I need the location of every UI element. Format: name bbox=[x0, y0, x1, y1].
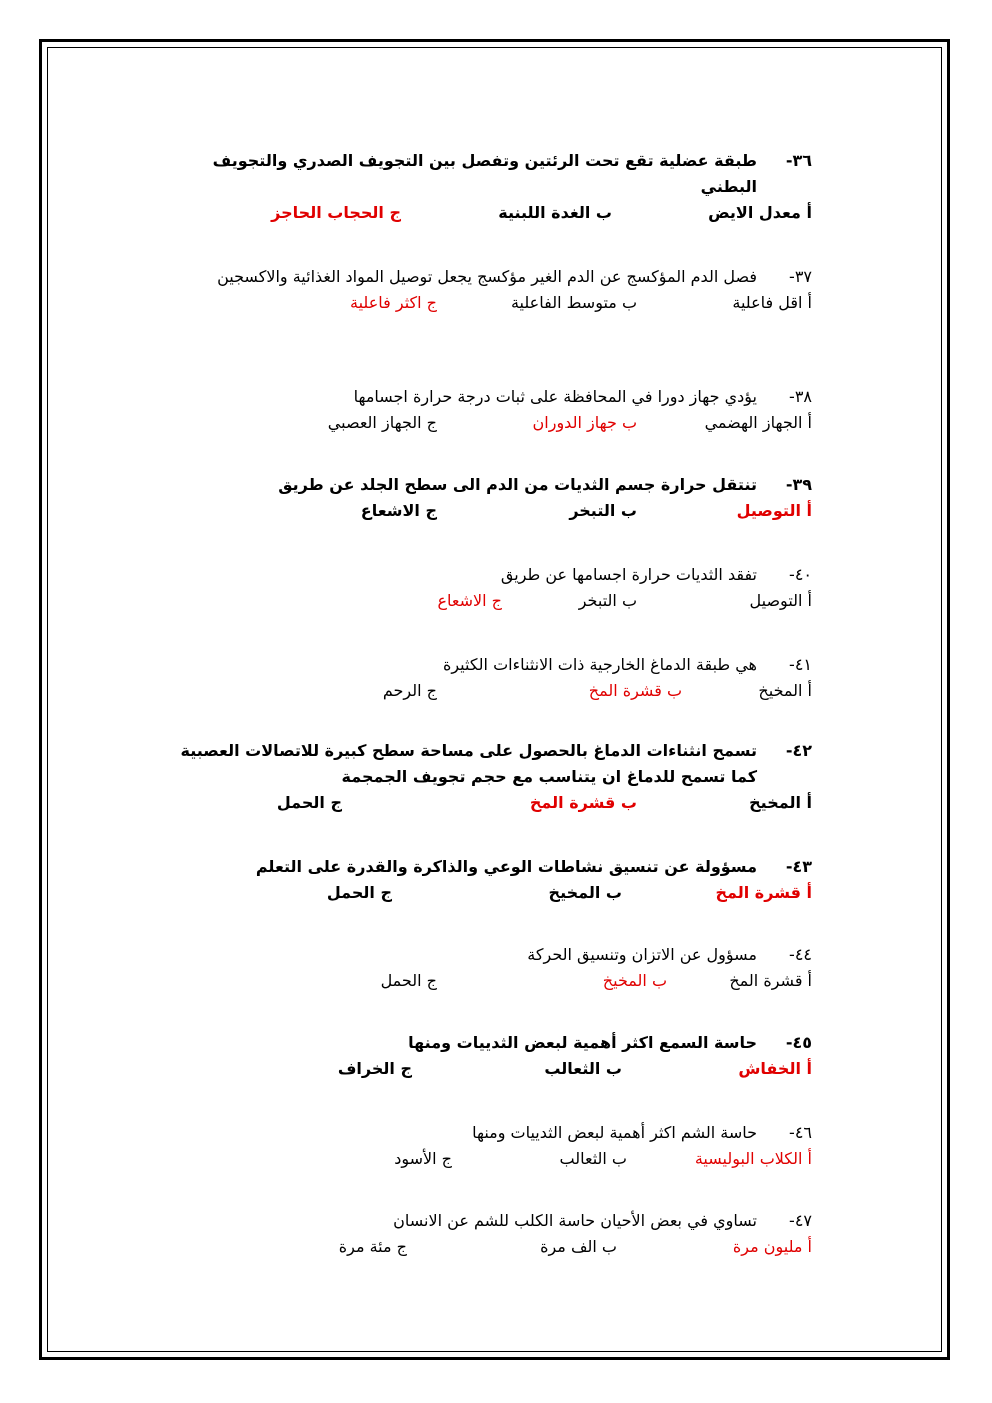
question-stem: تنتقل حرارة جسم الثديات من الدم الى سطح الجلد عن طريق bbox=[278, 475, 757, 494]
question-44 bbox=[172, 942, 812, 994]
question-number: ٤٠- bbox=[789, 565, 812, 584]
option-a: أ الخفاش bbox=[738, 1059, 812, 1078]
question-number: ٣٩- bbox=[785, 475, 812, 494]
option-b: ب الثعالب bbox=[544, 1059, 622, 1078]
question-40 bbox=[172, 562, 812, 614]
option-a: أ التوصيل bbox=[736, 501, 812, 520]
option-a: أ التوصيل bbox=[749, 591, 812, 610]
option-b: ب التبخر bbox=[569, 501, 637, 520]
question-number: ٤١- bbox=[789, 655, 812, 674]
option-b: ب قشرة المخ bbox=[529, 793, 637, 812]
question-number: ٤٤- bbox=[789, 945, 812, 964]
option-c: ج الرحم bbox=[382, 681, 437, 700]
option-a: أ اقل فاعلية bbox=[732, 293, 812, 312]
question-number: ٣٨- bbox=[789, 387, 812, 406]
question-number: ٣٦- bbox=[785, 151, 812, 170]
option-c: ج مئة مرة bbox=[338, 1237, 407, 1256]
question-stem: يؤدي جهاز دورا في المحافظة على ثبات درجة حرارة اجسامها bbox=[353, 387, 757, 406]
option-c: ج الحمل bbox=[276, 793, 342, 812]
question-37 bbox=[172, 264, 812, 316]
question-36 bbox=[172, 148, 812, 226]
option-b: ب المخيخ bbox=[548, 883, 622, 902]
question-stem: مسؤول عن الاتزان وتنسيق الحركة bbox=[527, 945, 757, 964]
question-number: ٤٥- bbox=[785, 1033, 812, 1052]
question-stem: مسؤولة عن تنسيق نشاطات الوعي والذاكرة والقدرة على التعلم bbox=[255, 857, 757, 876]
question-41 bbox=[172, 652, 812, 704]
question-43 bbox=[172, 854, 812, 906]
question-42 bbox=[152, 738, 812, 816]
option-b: ب قشرة المخ bbox=[588, 681, 682, 700]
option-a: أ مليون مرة bbox=[732, 1237, 812, 1256]
option-b: ب التبخر bbox=[578, 591, 637, 610]
question-stem: تسمح انثناءات الدماغ بالحصول على مساحة سطح كبيرة للاتصالات العصبية كما تسمح للدماغ ان يتناسب مع حجم تجويف الجمجمة bbox=[180, 741, 757, 786]
question-number: ٤٢- bbox=[785, 741, 812, 760]
question-stem: هي طبقة الدماغ الخارجية ذات الانثناءات الكثيرة bbox=[442, 655, 757, 674]
question-number: ٤٣- bbox=[785, 857, 812, 876]
option-c: ج الحمل bbox=[380, 971, 437, 990]
question-stem: تفقد الثديات حرارة اجسامها عن طريق bbox=[500, 565, 757, 584]
option-c: ج الخراف bbox=[337, 1059, 412, 1078]
option-b: ب المخيخ bbox=[602, 971, 667, 990]
question-45 bbox=[172, 1030, 812, 1082]
option-a: أ قشرة المخ bbox=[729, 971, 812, 990]
option-c: ج الاشعاع bbox=[437, 591, 502, 610]
question-stem: تساوي في بعض الأحيان حاسة الكلب للشم عن الانسان bbox=[393, 1211, 757, 1230]
option-a: أ الكلاب البوليسية bbox=[694, 1149, 812, 1168]
option-a: أ المخيخ bbox=[758, 681, 812, 700]
option-c: ج اكثر فاعلية bbox=[350, 293, 437, 312]
option-a: أ معدل الايض bbox=[708, 203, 812, 222]
option-c: ج الحجاب الحاجز bbox=[271, 203, 401, 222]
option-c: ج الأسود bbox=[394, 1149, 452, 1168]
option-a: أ المخيخ bbox=[749, 793, 812, 812]
question-number: ٤٦- bbox=[789, 1123, 812, 1142]
question-stem: حاسة الشم اكثر أهمية لبعض الثدييات ومنها bbox=[472, 1123, 757, 1142]
option-a: أ قشرة المخ bbox=[715, 883, 812, 902]
option-c: ج الاشعاع bbox=[360, 501, 437, 520]
question-stem: حاسة السمع اكثر أهمية لبعض الثدييات ومنها bbox=[408, 1033, 757, 1052]
option-b: ب الغدة اللبنية bbox=[498, 203, 612, 222]
question-38 bbox=[172, 384, 812, 436]
option-a: أ الجهاز الهضمي bbox=[704, 413, 812, 432]
question-39 bbox=[172, 472, 812, 524]
question-47 bbox=[172, 1208, 812, 1260]
option-c: ج الجهاز العصبي bbox=[327, 413, 437, 432]
option-c: ج الحمل bbox=[326, 883, 392, 902]
option-b: ب متوسط الفاعلية bbox=[510, 293, 637, 312]
question-stem: طبقة عضلية تقع تحت الرئتين وتفصل بين التجويف الصدري والتجويف البطني bbox=[212, 151, 757, 196]
question-number: ٤٧- bbox=[789, 1211, 812, 1230]
option-b: ب الف مرة bbox=[540, 1237, 617, 1256]
question-number: ٣٧- bbox=[789, 267, 812, 286]
option-b: ب الثعالب bbox=[559, 1149, 627, 1168]
question-stem: فصل الدم المؤكسج عن الدم الغير مؤكسج يجعل توصيل المواد الغذائية والاكسجين bbox=[217, 267, 757, 286]
question-46 bbox=[172, 1120, 812, 1172]
option-b: ب جهاز الدوران bbox=[532, 413, 637, 432]
